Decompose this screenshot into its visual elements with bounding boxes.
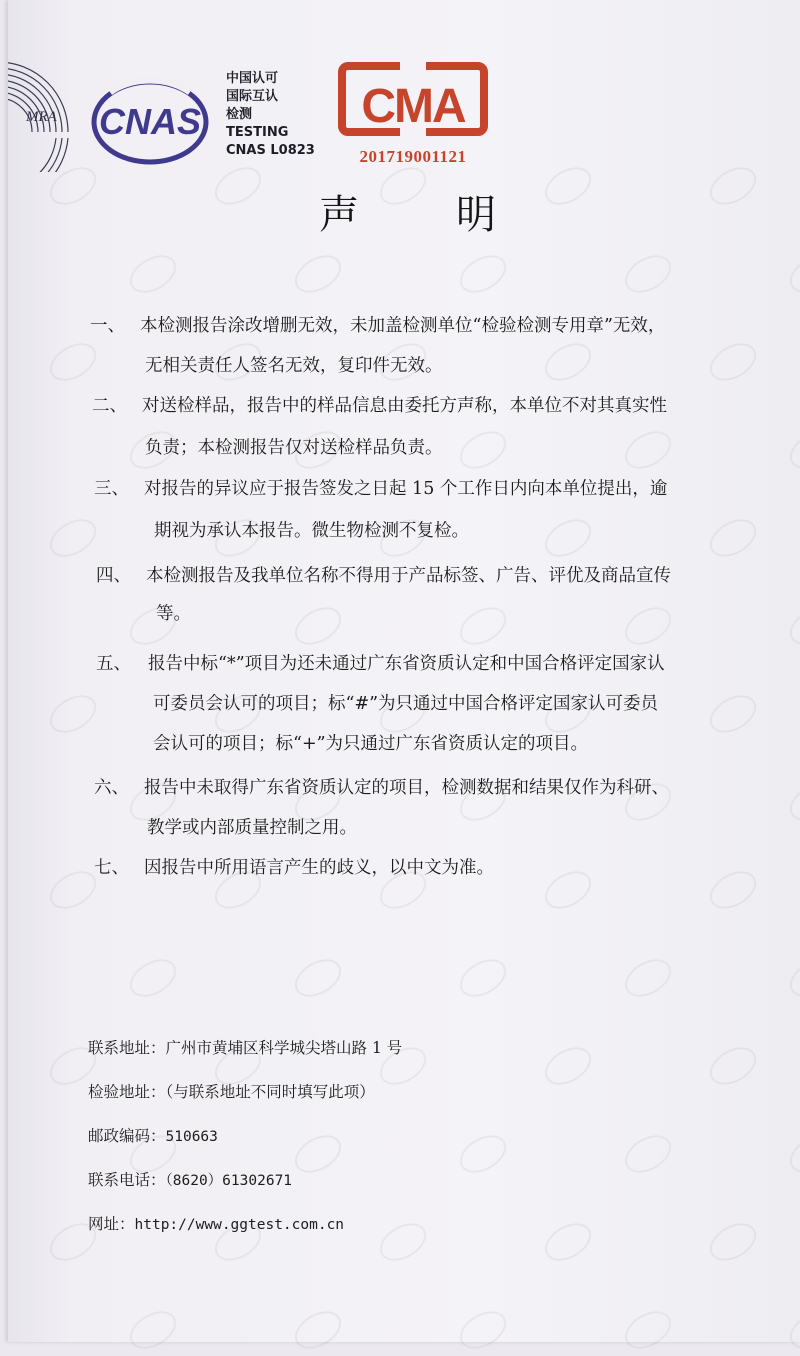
cnas-text-line: 检测 <box>226 107 253 122</box>
watermark-mark <box>783 248 800 301</box>
watermark-mark <box>618 248 677 301</box>
cnas-text-line: 中国认可 <box>226 71 279 86</box>
address-value: 广州市黄埔区科学城尖塔山路 1 号 <box>165 1039 403 1057</box>
clause-number: 三、 <box>94 479 129 499</box>
cnas-text-line: 国际互认 <box>226 89 279 104</box>
watermark-mark <box>123 248 182 301</box>
clause-line: 期视为承认本报告。微生物检测不复检。 <box>154 521 469 541</box>
watermark-mark <box>288 952 347 1005</box>
watermark-mark <box>43 688 102 741</box>
watermark-mark <box>783 424 800 477</box>
clause-number: 二、 <box>92 396 127 416</box>
clause-line: 本检测报告及我单位名称不得用于产品标签、广告、评优及商品宣传 <box>146 566 671 586</box>
document-page <box>8 0 800 1342</box>
watermark-mark <box>288 1128 347 1181</box>
ilac-mra-logo <box>8 42 78 172</box>
clause-line: 本检测报告涂改增删无效，未加盖检测单位“检验检测专用章”无效， <box>140 316 666 336</box>
svg-text:CNAS: CNAS <box>98 101 202 142</box>
svg-text:CMA: CMA <box>361 80 465 133</box>
phone-label: 联系电话： <box>88 1171 166 1189</box>
phone-value: （8620）61302671 <box>165 1173 293 1189</box>
inspection-address-row <box>88 1080 375 1102</box>
watermark-mark <box>618 424 677 477</box>
watermark-mark <box>703 336 762 389</box>
inspection-address-label: 检验地址： <box>88 1083 166 1101</box>
watermark-mark <box>618 952 677 1005</box>
clause-number: 一、 <box>90 316 125 336</box>
watermark-mark <box>703 1216 762 1269</box>
cnas-text-line: CNAS L0823 <box>226 143 315 158</box>
clause-line: 对送检样品，报告中的样品信息由委托方声称，本单位不对其真实性 <box>142 396 667 416</box>
watermark-mark <box>453 248 512 301</box>
watermark-mark <box>783 1128 800 1181</box>
clause-line: 报告中标“*”项目为还未通过广东省资质认定和中国合格评定国家认 <box>148 654 665 674</box>
watermark-mark <box>703 512 762 565</box>
title-char-left: 声 <box>319 192 360 238</box>
svg-text:MRA: MRA <box>26 109 57 125</box>
watermark-mark <box>453 600 512 653</box>
watermark-mark <box>783 776 800 829</box>
watermark-mark <box>538 512 597 565</box>
website-label: 网址： <box>88 1215 135 1233</box>
clause-line: 可委员会认可的项目；标“#”为只通过中国合格评定国家认可委员 <box>153 694 659 714</box>
watermark-mark <box>538 864 597 917</box>
watermark-mark <box>783 952 800 1005</box>
watermark-mark <box>703 688 762 741</box>
watermark-mark <box>703 864 762 917</box>
address-label: 联系地址： <box>88 1039 166 1057</box>
watermark-mark <box>288 1304 347 1356</box>
watermark-mark <box>618 1304 677 1356</box>
watermark-mark <box>43 512 102 565</box>
clause-line: 等。 <box>156 604 191 624</box>
clause-number: 七、 <box>94 858 129 878</box>
watermark-mark <box>453 952 512 1005</box>
watermark-mark <box>618 1128 677 1181</box>
website-link[interactable]: http://www.ggtest.com.cn <box>134 1217 345 1233</box>
watermark-mark <box>453 1128 512 1181</box>
watermark-mark <box>43 336 102 389</box>
title-char-right: 明 <box>456 192 497 238</box>
contact-address-row <box>88 1036 402 1058</box>
watermark-mark <box>123 952 182 1005</box>
clause-line: 无相关责任人签名无效，复印件无效。 <box>145 356 443 376</box>
clause-number: 四、 <box>96 566 131 586</box>
watermark-mark <box>538 1216 597 1269</box>
watermark-mark <box>288 248 347 301</box>
clause-line: 报告中未取得广东省资质认定的项目，检测数据和结果仅作为科研、 <box>144 778 669 798</box>
clause-number: 五、 <box>96 654 131 674</box>
clause-line: 教学或内部质量控制之用。 <box>147 818 357 838</box>
watermark-mark <box>783 1304 800 1356</box>
cnas-text-line: TESTING <box>226 125 289 140</box>
watermark-mark <box>288 600 347 653</box>
certification-header <box>8 30 800 166</box>
phone-row <box>88 1168 292 1190</box>
cnas-accreditation-text <box>226 70 315 160</box>
watermark-mark <box>783 600 800 653</box>
inspection-address-value: （与联系地址不同时填写此项） <box>165 1083 375 1101</box>
website-row <box>88 1212 344 1234</box>
clause-line: 因报告中所用语言产生的歧义，以中文为准。 <box>144 858 494 878</box>
watermark-mark <box>538 1040 597 1093</box>
watermark-mark <box>618 600 677 653</box>
document-title <box>8 183 800 240</box>
clause-line: 会认可的项目；标“+”为只通过广东省资质认定的项目。 <box>153 734 589 754</box>
watermark-mark <box>703 1040 762 1093</box>
clause-line: 对报告的异议应于报告签发之日起 15 个工作日内向本单位提出，逾 <box>144 479 668 499</box>
cma-logo <box>338 58 488 140</box>
cma-certificate-number: 201719001121 <box>359 147 467 166</box>
postcode-value: 510663 <box>165 1129 218 1145</box>
cnas-logo <box>90 70 210 170</box>
watermark-mark <box>453 1304 512 1356</box>
postcode-label: 邮政编码： <box>88 1127 166 1145</box>
watermark-mark <box>453 424 512 477</box>
postcode-row <box>88 1124 218 1146</box>
watermark-mark <box>538 336 597 389</box>
clause-line: 负责；本检测报告仅对送检样品负责。 <box>145 438 443 458</box>
clause-number: 六、 <box>94 778 129 798</box>
watermark-mark <box>373 1216 432 1269</box>
watermark-mark <box>123 1304 182 1356</box>
